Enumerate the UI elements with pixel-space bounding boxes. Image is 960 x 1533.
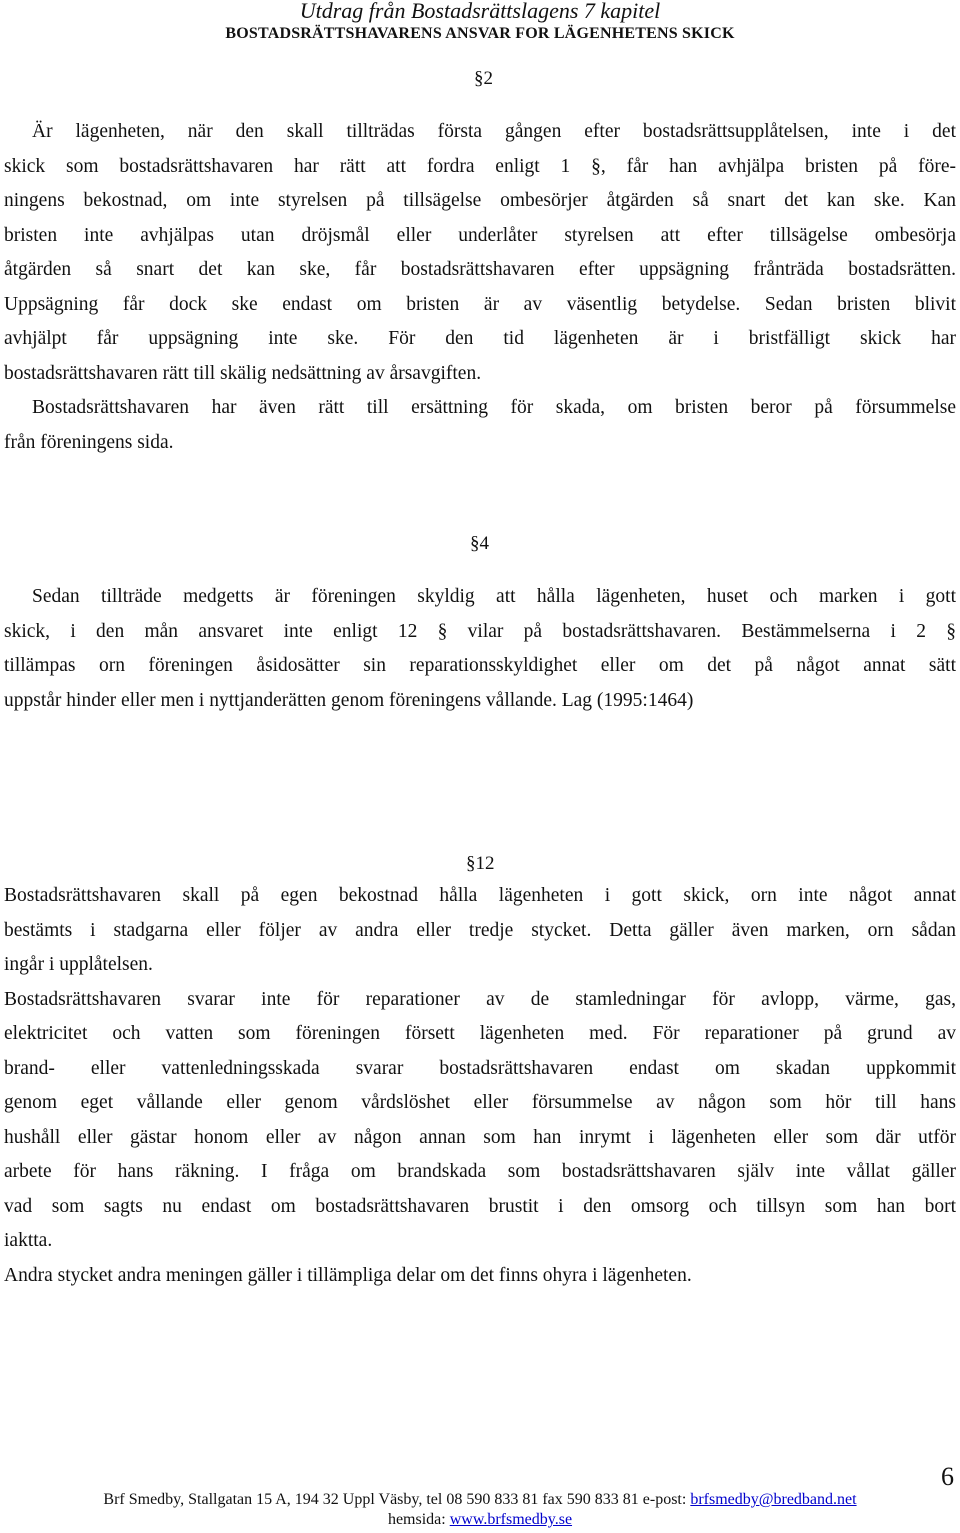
document-title: Utdrag från Bostadsrättslagens 7 kapitel: [299, 0, 661, 23]
text-line: arbete för hans räkning. I fråga om brandskada som bostadsrättshavaren själv inte vållat gäller: [4, 1161, 956, 1182]
text-line: Andra stycket andra meningen gäller i tillämpliga delar om det finns ohyra i lägenheten.: [4, 1264, 692, 1286]
text-line: ningens bekostnad, om inte styrelsen på tillsägelse ombesörjer åtgärden så snart det kan ske. Kan: [4, 190, 956, 211]
text-line: bristen inte avhjälpas utan dröjsmål eller underlåter styrelsen att efter tillsägelse ombesörja: [4, 224, 956, 246]
text-line: avhjälpt får uppsägning inte ske. För den tid lägenheten är i bristfälligt skick har: [4, 328, 956, 349]
section-2-body: [4, 115, 956, 460]
text-line: vad som sagts nu endast om bostadsrättshavaren brustit i den omsorg och tillsyn som han bort: [4, 1195, 956, 1217]
footer-website: [0, 1510, 960, 1530]
text-line: Bostadsrättshavaren skall på egen bekostnad hålla lägenheten i gott skick, orn inte något annat: [4, 885, 956, 906]
text-line: elektricitet och vatten som föreningen försett lägenheten med. För reparationer på grund av: [4, 1023, 956, 1044]
footer-email-link[interactable]: brfsmedby@bredband.net: [690, 1491, 857, 1508]
section-mark-2: §2: [474, 68, 493, 89]
text-line: skick, i den mån ansvaret inte enligt 12 § vilar på bostadsrättshavaren. Bestämmelserna i 2 §: [4, 620, 956, 642]
text-line: åtgärden så snart det kan ske, får bostadsrättshavaren efter uppsägning frånträda bostadsrätten.: [4, 259, 956, 280]
text-line: Sedan tillträde medgetts är föreningen skyldig att hålla lägenheten, huset och marken i gott: [32, 586, 956, 607]
text-line: tillämpas orn föreningen åsidosätter sin reparationsskyldighet eller om det på något annat sätt: [4, 655, 956, 676]
section-12-body: [4, 879, 956, 1293]
text-line: genom eget vållande eller genom vårdslöshet eller försummelse av någon som hör till hans: [4, 1092, 956, 1113]
text-line: bestämts i stadgarna eller följer av andra eller tredje stycket. Detta gäller även marken, orn sådan: [4, 919, 956, 941]
footer-address: Brf Smedby, Stallgatan 15 A, 194 32 Uppl Väsby, tel 08 590 833 81 fax 590 833 81 e-post:: [103, 1491, 691, 1508]
section-4-body: [4, 580, 956, 718]
footer-contact: [0, 1490, 960, 1510]
text-line: uppstår hinder eller men i nyttjanderätten genom föreningens vållande. Lag (1995:1464): [4, 689, 694, 711]
text-line: Bostadsrättshavaren har även rätt till ersättning för skada, om bristen beror på försummelse: [32, 397, 956, 418]
text-line: brand- eller vattenledningsskada svarar bostadsrättshavaren endast om skadan uppkommit: [4, 1057, 956, 1079]
text-line: bostadsrättshavaren rätt till skälig nedsättning av årsavgiften.: [4, 362, 482, 384]
section-mark-4: §4: [470, 533, 489, 554]
document-subtitle: BOSTADSRÄTTSHAVARENS ANSVAR FOR LÄGENHETENS SKICK: [225, 25, 735, 42]
text-line: Bostadsrättshavaren svarar inte för reparationer av de stamledningar för avlopp, värme, gas,: [4, 988, 956, 1010]
page-number: 6: [941, 1462, 954, 1491]
text-line: från föreningens sida.: [4, 431, 174, 453]
footer-website-label: hemsida:: [387, 1511, 450, 1528]
section-mark-12: §12: [466, 853, 495, 874]
text-line: ingår i upplåtelsen.: [4, 954, 153, 975]
text-line: iaktta.: [4, 1230, 53, 1251]
footer-website-link[interactable]: www.brfsmedby.se: [449, 1511, 573, 1528]
text-line: Är lägenheten, när den skall tillträdas första gången efter bostadsrättsupplåtelsen, inte i det: [32, 121, 956, 142]
text-line: hushåll eller gästar honom eller av någon annan som han inrymt i lägenheten eller som där utför: [4, 1126, 956, 1148]
text-line: skick som bostadsrättshavaren har rätt att fordra enligt 1 §, får han avhjälpa bristen på före-: [4, 155, 956, 177]
text-line: Uppsägning får dock ske endast om bristen är av väsentlig betydelse. Sedan bristen blivit: [4, 293, 956, 315]
